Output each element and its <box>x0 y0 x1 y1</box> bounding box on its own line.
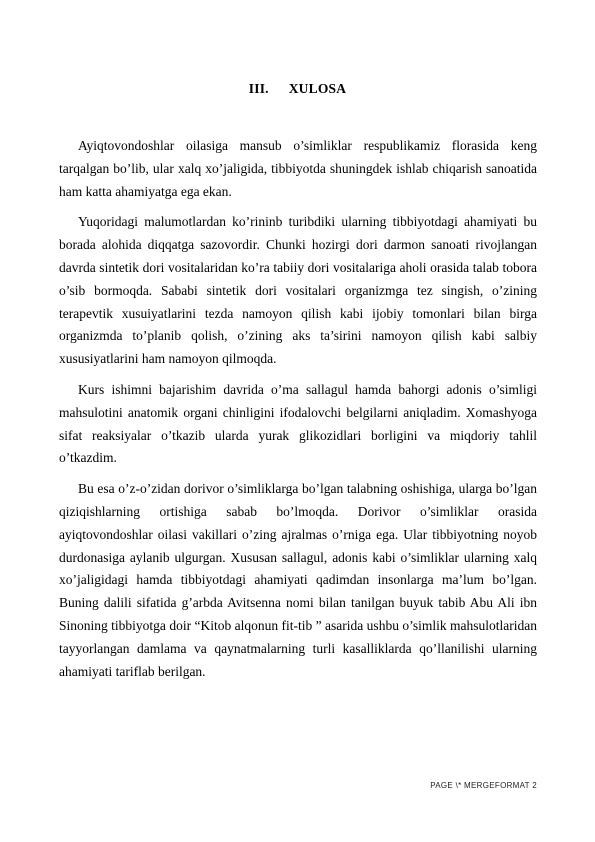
section-heading <box>0 81 595 97</box>
paragraph: Yuqoridagi malumotlardan ko’rininb turibdiki ularning tibbiyotdagi ahamiyati bu borada alohida diqqatga sazovordir. Chunki hozirgi dori darmon sanoati rivojlangan davrda sintetik dori vositalaridan ko’ra tabiiy dori vositalariga aholi orasida talab tobora o’sib bormoqda. Sababi sintetik dori vositalari organizmga tez singish, o’zining terapevtik xusuiyatlarini tezda namoyon qilish kabi ijobiy tomonlari bilan birga organizmda to’planib qolish, o’zining aks ta’sirini namoyon qilish kabi salbiy xususiyatlarini ham namoyon qilmoqda. <box>59 214 537 367</box>
heading-title: XULOSA <box>288 81 347 96</box>
heading-number: III. <box>248 81 269 96</box>
paragraph: Bu esa o’z-o’zidan dorivor o’simliklarga bo’lgan talabning oshishiga, ularga bo’lgan qiziqishlarning ortishiga sabab bo’lmoqda. Dorivor o’simliklar orasida ayiqtovondoshlar oilasi vakillari o’zing ajralmas o’rniga ega. Ular tibbiyotning noyob durdonasiga aylanib ulgurgan. Xususan sallagul, adonis kabi o’simliklar ularning xalq xo’jaligidagi hamda tibbiyotdagi ahamiyati qadimdan insonlarga ma’lum bo’lgan. Buning dalili sifatida g’arbda Avitsenna nomi bilan tanilgan buyuk tabib Abu Ali ibn Sinoning tibbiyotga doir “Kitob alqonun fit-tib ” asarida ushbu o’simlik mahsulotlaridan tayyorlangan damlama va qaynatmalarning turli kasalliklarda qo’llanilishi ularning ahamiyati tariflab berilgan. <box>59 481 537 679</box>
paragraph: Kurs ishimni bajarishim davrida o’ma sallagul hamda bahorgi adonis o’simligi mahsulotini anatomik organi chinligini ifodalovchi belgilarni aniqladim. Xomashyoga sifat reaksiyalar o’tkazib ularda yurak glikozidlari borligini va miqdoriy tahlil o’tkazdim. <box>59 381 537 466</box>
paragraph: Ayiqtovondoshlar oilasiga mansub o’simliklar respublikamiz florasida keng tarqalgan bo’lib, ular xalq xo’jaligida, tibbiyotda shuningdek ishlab chiqarish sanoatida ham katta ahamiyatga ega ekan. <box>59 138 537 199</box>
page-footer: PAGE \* MERGEFORMAT 2 <box>430 781 537 790</box>
body-text <box>59 135 537 691</box>
